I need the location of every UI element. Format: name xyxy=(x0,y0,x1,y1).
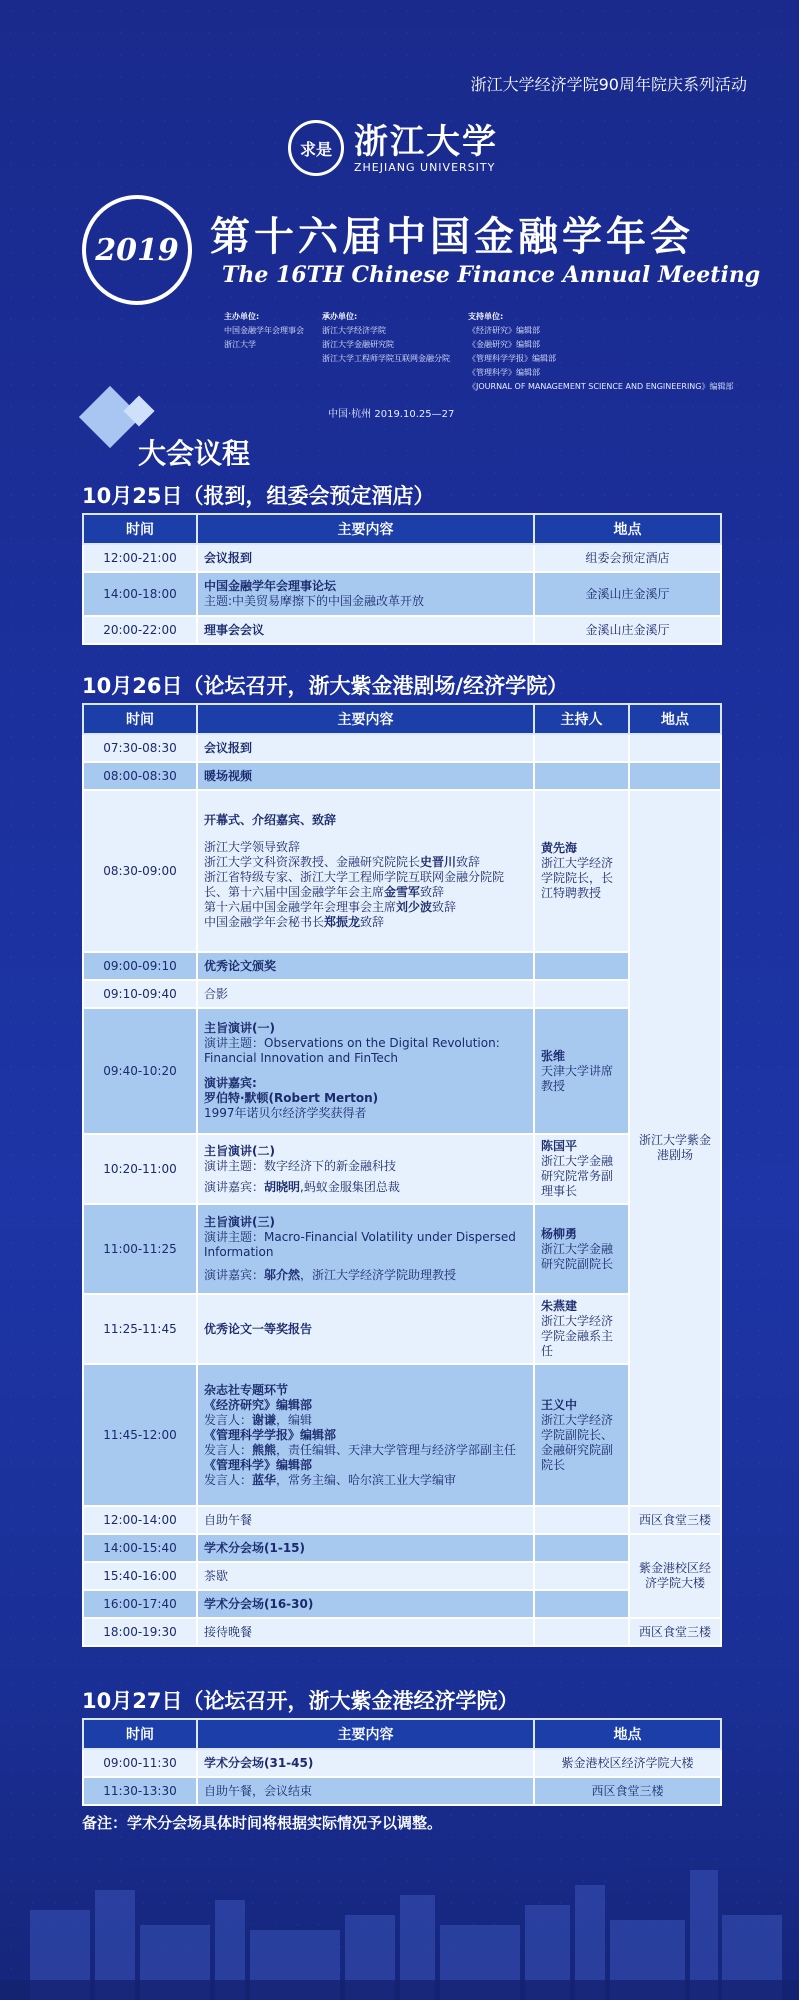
table-row: 20:00-22:00 理事会会议 金溪山庄金溪厅 xyxy=(83,616,721,644)
table-row: 12:00-21:00 会议报到 组委会预定酒店 xyxy=(83,544,721,572)
col-header-time: 时间 xyxy=(83,704,197,734)
table-row: 11:25-11:45 优秀论文一等奖报告 朱燕建 浙江大学经济学院金融系主任 xyxy=(83,1294,721,1364)
university-logo xyxy=(288,120,498,176)
university-name-cn: 浙江大学 xyxy=(354,121,498,162)
location-econ-building: 紫金港校区经济学院大楼 xyxy=(629,1534,721,1618)
host-units: 主办单位: 中国金融学年会理事会 浙江大学 xyxy=(224,312,304,349)
col-header-time: 时间 xyxy=(83,514,197,544)
table-row: 09:00-09:10 优秀论文颁奖 xyxy=(83,952,721,980)
day2-table xyxy=(82,703,722,1647)
table-row: 09:10-09:40 合影 xyxy=(83,980,721,1008)
col-header-location: 地点 xyxy=(534,514,721,544)
campus-skyline-illustration xyxy=(0,1830,799,2000)
table-row: 08:30-09:00 开幕式、介绍嘉宾、致辞 浙江大学领导致辞 浙江大学文科资深教授、金融研究院院长史晋川致辞 浙江省特级专家、浙江大学工程师学院互联网金融分院院长、第十六届中国金融学年会主席金雪军致辞 第十六届中国金融学年会理事会主席刘少波致辞 中国金融学年会秘书长郑振龙致辞 黄先海 浙江大学经济学院院长，长江特聘教授 浙江大学紫金港剧场 xyxy=(83,790,721,952)
undertaker-units: 承办单位: 浙江大学经济学院 浙江大学金融研究院 浙江大学工程师学院互联网金融分院 xyxy=(322,312,450,363)
col-header-content: 主要内容 xyxy=(197,1719,534,1749)
table-row: 10:20-11:00 主旨演讲(二) 演讲主题：数字经济下的新金融科技 演讲嘉宾：胡晓明,蚂蚁金服集团总裁 陈国平 浙江大学金融研究院常务副理事长 xyxy=(83,1134,721,1204)
table-row: 11:00-11:25 主旨演讲(三) 演讲主题：Macro-Financial Volatility under Dispersed Information 演讲嘉宾：邬介然，浙江大学经济学院助理教授 杨柳勇 浙江大学金融研究院副院长 xyxy=(83,1204,721,1294)
col-header-location: 地点 xyxy=(629,704,721,734)
table-row: 11:30-13:30 自助午餐，会议结束 西区食堂三楼 xyxy=(83,1777,721,1805)
agenda-title: 大会议程 xyxy=(138,437,251,470)
table-row: 09:00-11:30 学术分会场(31-45) 紫金港校区经济学院大楼 xyxy=(83,1749,721,1777)
table-row: 14:00-15:40 学术分会场(1-15) 紫金港校区经济学院大楼 xyxy=(83,1534,721,1562)
table-row: 07:30-08:30 会议报到 xyxy=(83,734,721,762)
col-header-location: 地点 xyxy=(534,1719,721,1749)
table-row: 08:00-08:30 暖场视频 xyxy=(83,762,721,790)
support-units: 支持单位: 《经济研究》编辑部 《金融研究》编辑部 《管理科学学报》编辑部 《管理科学》编辑部 《JOURNAL OF MANAGEMENT SCIENCE AND ENGINEERING》编辑部 xyxy=(468,312,734,391)
university-name-en: ZHEJIANG UNIVERSITY xyxy=(354,160,496,174)
meeting-title-en: The 16TH Chinese Finance Annual Meeting xyxy=(222,262,761,288)
day1-table xyxy=(82,513,722,645)
day3-table xyxy=(82,1718,722,1806)
meeting-title-cn: 第十六届中国金融学年会 xyxy=(210,213,694,260)
table-row: 09:40-10:20 主旨演讲(一) 演讲主题：Observations on the Digital Revolution: Financial Innovation and FinTech 演讲嘉宾: 罗伯特·默顿(Robert Merton) 1997年诺贝尔经济学奖获得者 张维 天津大学讲席教授 xyxy=(83,1008,721,1134)
day3-title: 10月27日（论坛召开，浙大紫金港经济学院） xyxy=(82,1689,519,1713)
series-tag: 浙江大学经济学院90周年院庆系列活动 xyxy=(470,75,747,94)
col-header-content: 主要内容 xyxy=(197,704,534,734)
col-header-time: 时间 xyxy=(83,1719,197,1749)
col-header-host: 主持人 xyxy=(534,704,629,734)
location-theatre: 浙江大学紫金港剧场 xyxy=(629,790,721,1506)
table-row: 11:45-12:00 杂志社专题环节 《经济研究》编辑部 发言人：谢谦，编辑 《管理科学学报》编辑部 发言人：熊熊，责任编辑、天津大学管理与经济学部副主任 《管理科学》编辑部 发言人：蓝华，常务主编、哈尔滨工业大学编审 王义中 浙江大学经济学院副院长、金融研究院副院长 xyxy=(83,1364,721,1506)
year-badge: 2019 xyxy=(82,195,192,305)
table-row: 15:40-16:00 茶歇 xyxy=(83,1562,721,1590)
place-date: 中国·杭州 2019.10.25—27 xyxy=(328,409,455,420)
day1-title: 10月25日（报到，组委会预定酒店） xyxy=(82,484,435,508)
day2-title: 10月26日（论坛召开，浙大紫金港剧场/经济学院） xyxy=(82,674,569,698)
university-seal-icon: 求是 xyxy=(288,120,344,176)
table-row: 12:00-14:00 自助午餐 西区食堂三楼 xyxy=(83,1506,721,1534)
footnote: 备注：学术分会场具体时间将根据实际情况予以调整。 xyxy=(82,1814,443,1832)
table-row: 14:00-18:00 中国金融学年会理事论坛 主题:中美贸易摩擦下的中国金融改革开放 金溪山庄金溪厅 xyxy=(83,572,721,616)
table-row: 18:00-19:30 接待晚餐 西区食堂三楼 xyxy=(83,1618,721,1646)
col-header-content: 主要内容 xyxy=(197,514,534,544)
table-row: 16:00-17:40 学术分会场(16-30) xyxy=(83,1590,721,1618)
